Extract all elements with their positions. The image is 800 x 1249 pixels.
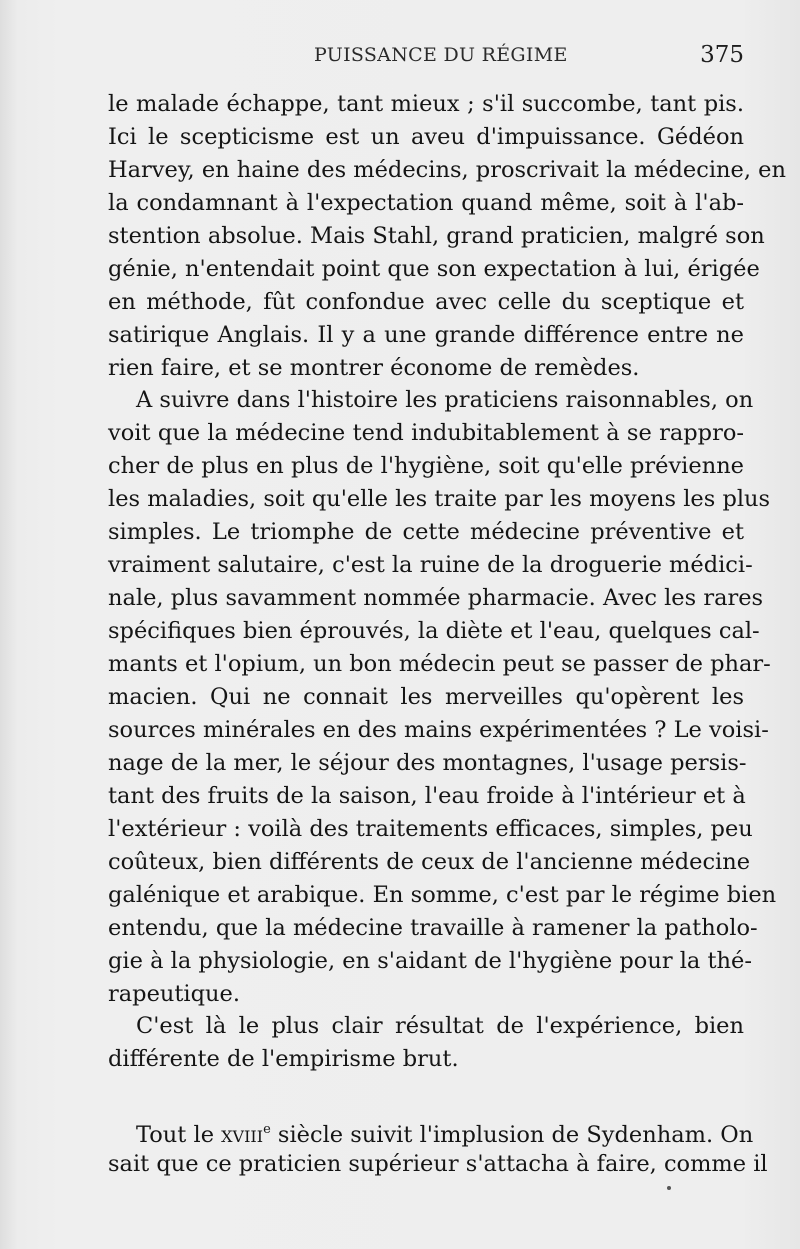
text-line: stention absolue. Mais Stahl, grand praticien, malgré son: [108, 223, 765, 249]
text-line: gie à la physiologie, en s'aidant de l'hygiène pour la thé-: [108, 948, 752, 974]
text-line: les maladies, soit qu'elle les traite par les moyens les plus: [108, 486, 771, 512]
text-line: Harvey, en haine des médecins, proscrivait la médecine, en: [108, 157, 786, 183]
century-superscript: e: [263, 1122, 271, 1137]
text-line: en méthode, fût confondue avec celle du sceptique et: [108, 289, 744, 315]
text-line: Ici le scepticisme est un aveu d'impuissance. Gédéon: [108, 124, 744, 150]
text-line: simples. Le triomphe de cette médecine préventive et: [108, 519, 744, 545]
text-line: l'extérieur : voilà des traitements efficaces, simples, peu: [108, 816, 753, 842]
page-number: 375: [700, 42, 744, 68]
text-line: galénique et arabique. En somme, c'est par le régime bien: [108, 882, 777, 908]
text-line: différente de l'empirisme brut.: [108, 1046, 459, 1072]
text-line: [136, 1113, 754, 1148]
text-line: rien faire, et se montrer économe de remèdes.: [108, 355, 640, 381]
century-numeral: xviii: [221, 1122, 264, 1148]
text-line: voit que la médecine tend indubitablement à se rappro-: [108, 420, 744, 446]
text-line: tant des fruits de la saison, l'eau froide à l'intérieur et à: [108, 783, 746, 809]
text-line: la condamnant à l'expectation quand même, soit à l'ab-: [108, 190, 744, 216]
text-line: coûteux, bien différents de ceux de l'ancienne médecine: [108, 849, 751, 875]
text-line: C'est là le plus clair résultat de l'expérience, bien: [136, 1013, 744, 1039]
text-span: siècle suivit l'implusion de Sydenham. On: [270, 1122, 754, 1148]
text-line: sait que ce praticien supérieur s'attacha à faire, comme il: [108, 1151, 768, 1177]
ink-speck: [667, 1186, 671, 1190]
text-line: macien. Qui ne connait les merveilles qu'opèrent les: [108, 684, 744, 710]
running-title: PUISSANCE DU RÉGIME: [314, 44, 568, 66]
text-line: spécifiques bien éprouvés, la diète et l'eau, quelques cal-: [108, 618, 760, 644]
text-line: mants et l'opium, un bon médecin peut se passer de phar-: [108, 651, 771, 677]
text-line: le malade échappe, tant mieux ; s'il succombe, tant pis.: [108, 91, 744, 117]
text-line: nale, plus savamment nommée pharmacie. Avec les rares: [108, 585, 764, 611]
text-line: vraiment salutaire, c'est la ruine de la droguerie médici-: [108, 552, 753, 578]
text-line: satirique Anglais. Il y a une grande différence entre ne: [108, 322, 744, 348]
text-line: nage de la mer, le séjour des montagnes, l'usage persis-: [108, 750, 747, 776]
running-head: [108, 44, 744, 72]
text-line: A suivre dans l'histoire les praticiens raisonnables, on: [136, 387, 754, 413]
text-line: génie, n'entendait point que son expectation à lui, érigée: [108, 256, 760, 282]
text-line: cher de plus en plus de l'hygiène, soit qu'elle prévienne: [108, 453, 744, 479]
text-line: sources minérales en des mains expérimentées ? Le voisi-: [108, 717, 769, 743]
text-line: rapeutique.: [108, 981, 240, 1007]
text-line: entendu, que la médecine travaille à ramener la patholo-: [108, 915, 758, 941]
text-span: Tout le: [136, 1122, 222, 1148]
